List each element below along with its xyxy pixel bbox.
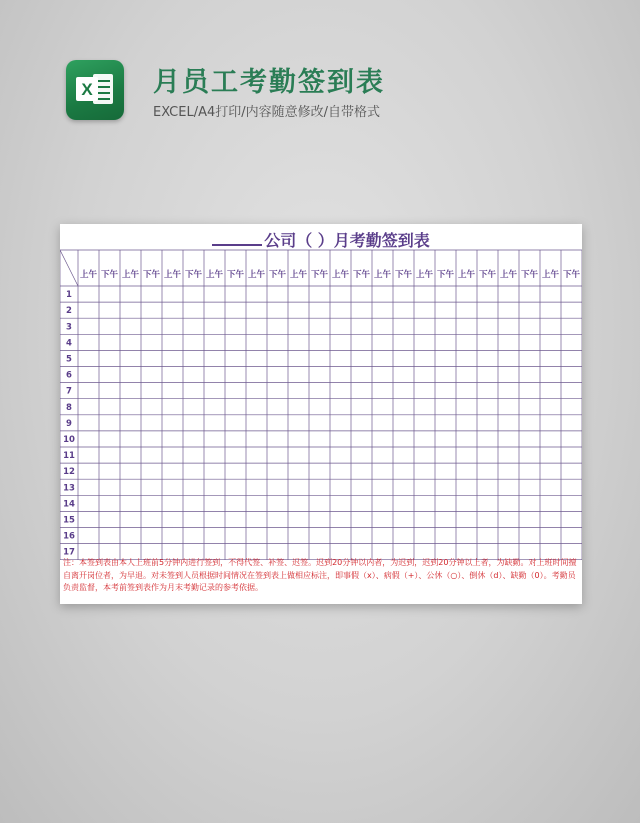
column-header: 下午 [100, 270, 119, 280]
column-header: 上午 [415, 270, 434, 280]
column-header: 下午 [520, 270, 539, 280]
column-header: 上午 [457, 270, 476, 280]
row-number: 4 [66, 338, 72, 349]
column-header: 上午 [331, 270, 350, 280]
column-header: 下午 [436, 270, 455, 280]
attendance-grid [60, 224, 582, 604]
row-number: 15 [63, 515, 75, 526]
column-header: 下午 [310, 270, 329, 280]
row-number: 5 [66, 354, 72, 365]
column-header: 下午 [268, 270, 287, 280]
row-number: 1 [66, 290, 72, 301]
column-header: 下午 [352, 270, 371, 280]
page-subtitle: EXCEL/A4打印/内容随意修改/自带格式 [153, 105, 381, 120]
column-header: 上午 [541, 270, 560, 280]
row-number: 9 [66, 418, 72, 429]
attendance-sheet [60, 224, 582, 604]
row-number: 16 [63, 531, 75, 542]
row-number: 7 [66, 386, 72, 397]
svg-text:X: X [81, 80, 93, 99]
column-header: 上午 [163, 270, 182, 280]
column-header: 下午 [226, 270, 245, 280]
row-number: 13 [63, 483, 75, 494]
column-header: 下午 [562, 270, 581, 280]
column-header: 下午 [184, 270, 203, 280]
row-number: 11 [63, 451, 75, 462]
row-number: 10 [63, 434, 75, 445]
row-number: 6 [66, 370, 72, 381]
page-title: 月员工考勤签到表 [153, 67, 385, 98]
column-header: 上午 [289, 270, 308, 280]
row-number: 3 [66, 322, 72, 333]
column-header: 下午 [394, 270, 413, 280]
column-header: 上午 [499, 270, 518, 280]
excel-logo [66, 60, 124, 120]
column-header: 上午 [121, 270, 140, 280]
column-header: 下午 [142, 270, 161, 280]
attendance-note: 注：本签到表由本人上班前5分钟内进行签到，不得代签、补签、迟签。迟到20分钟以内者，为迟到，迟到20分钟以上者，为缺勤。对上班时间擅自离开岗位者，为早退。对未签到人员根据时间情况在签到表上做相应标注，即事假（x）、病假（+）、公休（○）、倒休（d）、缺勤（0）。考勤员负责监督，本考前签到表作为月末考勤记录的参考依据。 [63, 558, 577, 592]
excel-icon [66, 60, 124, 120]
row-number: 8 [66, 402, 72, 413]
row-number: 2 [66, 306, 72, 317]
row-number: 12 [63, 467, 75, 478]
column-header: 上午 [205, 270, 224, 280]
row-number: 17 [63, 547, 75, 558]
column-header: 上午 [247, 270, 266, 280]
column-header: 下午 [478, 270, 497, 280]
column-header: 上午 [373, 270, 392, 280]
corner-diagonal [60, 250, 78, 286]
sheet-title-text: 公司（ ）月考勤签到表 [264, 231, 430, 250]
column-header: 上午 [79, 270, 98, 280]
row-number: 14 [63, 499, 75, 510]
